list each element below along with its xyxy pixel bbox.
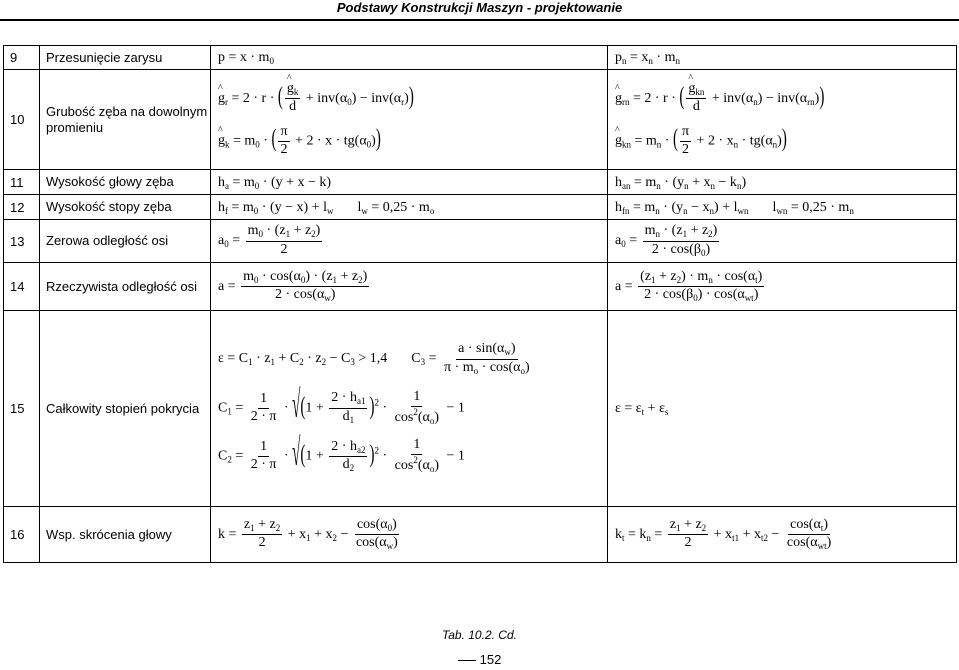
formula-cell (211, 507, 608, 563)
formula-han: $h_{an} = m_n \cdot (y_n + x_n - k_n)$ (615, 174, 747, 191)
formula-cell (211, 195, 608, 220)
row-label: Wysokość stopy zęba (40, 195, 211, 220)
row-number: 15 (4, 311, 40, 507)
formula-p: $p = x \cdot m_0$ (218, 50, 274, 67)
formula-epsilon-n: $\varepsilon = \varepsilon_t + \varepsilon_s$ (615, 401, 669, 418)
table-row (4, 46, 957, 70)
row-label: Rzeczywista odległość osi (40, 263, 211, 311)
table-row (4, 311, 957, 507)
formula-cell (608, 311, 957, 507)
running-header: Podstawy Konstrukcji Maszyn - projektowanie (336, 0, 623, 15)
formula-cell (608, 70, 957, 170)
formula-c1: $C_1$ = $\frac{1}{2 \cdot \pi}$ · √(1 + $\frac{2 \cdot h_{a1}}{d_1}$ )$^2$ · $\frac{1}{\cos^2(\alpha_o)}$ − 1 (218, 385, 465, 427)
formula-cell (608, 170, 957, 195)
formula-cell (608, 220, 957, 263)
row-label: Przesunięcie zarysu (40, 46, 211, 70)
row-label: Wsp. skrócenia głowy (40, 507, 211, 563)
formula-a0: $a_0$ = $\frac{m_0 \cdot (z_1 + z_2)}{2}$ (218, 223, 321, 257)
formula-ha: $h_a = m_0 \cdot (y + x - k)$ (218, 174, 332, 191)
row-number: 14 (4, 263, 40, 311)
row-label: Wysokość głowy zęba (40, 170, 211, 195)
formula-an: a = $\frac{(z_1 + z_2) \cdot m_n \cdot \cos(\alpha_t)}{2 \cdot \cos(\beta_0) \cdot \cos(\alpha_{wt})}$ (615, 268, 763, 303)
formula-epsilon: $\varepsilon = C_1 \cdot z_1 + C_2 \cdot z_2 - C_3 > 1,4$ $C_3$ = $\frac{a \cdot \sin(\alpha_w)}{\pi \cdot m_o \cdot \cos(\alpha_o)}$ (218, 341, 530, 376)
row-number: 11 (4, 170, 40, 195)
formula-cell (211, 170, 608, 195)
formula-gr: ^ $g_r = 2 \cdot r$ · ( ^ $\frac{g_k}{d}$ + $inv(\alpha_0) - inv(\alpha_r)$) (218, 82, 607, 115)
table-row (4, 507, 957, 563)
table-row (4, 70, 957, 170)
row-number: 9 (4, 46, 40, 70)
formula-a: a = $\frac{m_0 \cdot \cos(\alpha_0) \cdot (z_1 + z_2)}{2 \cdot \cos(\alpha_w)}$ (218, 268, 368, 303)
formula-pn: $p_n = x_n \cdot m_n$ (615, 50, 680, 67)
table-row (4, 195, 957, 220)
formula-a0n: $a_0$ = $\frac{m_n \cdot (z_1 + z_2)}{2 \cdot \cos(\beta_0)}$ (615, 223, 718, 258)
row-number: 10 (4, 70, 40, 170)
page-number: 152 (0, 652, 959, 667)
row-label: Grubość zęba na dowolnym promieniu (40, 70, 211, 170)
table-caption: Tab. 10.2. Cd. (442, 628, 517, 642)
formula-hfn: $h_{fn} = m_n \cdot (y_n - x_n) + l_{wn}$ $l_{wn} = 0,25 \cdot m_n$ (615, 199, 854, 216)
formula-cell (211, 46, 608, 70)
table-row (4, 263, 957, 311)
row-label: Zerowa odległość osi (40, 220, 211, 263)
row-number: 16 (4, 507, 40, 563)
header-rule (0, 19, 959, 21)
row-number: 13 (4, 220, 40, 263)
formula-gk: ^ $g_k = m_0$ · ( $\frac{\pi}{2}$ + $2 \cdot x \cdot tg(\alpha_0)$) (218, 125, 607, 157)
formula-k: k = $\frac{z_1 + z_2}{2}$ + $x_1 + x_2$ − $\frac{\cos(\alpha_0)}{\cos(\alpha_w)}$ (218, 516, 398, 551)
formula-cell (608, 263, 957, 311)
formula-cell (211, 220, 608, 263)
formula-grn: ^ $g_{rn} = 2 \cdot r$ · ( ^ $\frac{g_{kn}}{d}$ + $inv(\alpha_n) - inv(\alpha_{rn})$) (615, 82, 956, 115)
formula-cell (211, 311, 608, 507)
table-row (4, 220, 957, 263)
formula-cell (608, 46, 957, 70)
row-label: Całkowity stopień pokrycia (40, 311, 211, 507)
formula-kt: $k_t = k_n$ = $\frac{z_1 + z_2}{2}$ + $x_{t1} + x_{t2}$ − $\frac{\cos(\alpha_t)}{\cos(\alpha_{wt})}$ (615, 516, 832, 551)
formula-cell (211, 70, 608, 170)
table-row (4, 170, 957, 195)
formula-gkn: ^ $g_{kn} = m_n$ · ( $\frac{\pi}{2}$ + $2 \cdot x_n \cdot tg(\alpha_n)$) (615, 125, 956, 157)
formula-cell (608, 195, 957, 220)
formula-table (3, 45, 957, 563)
row-number: 12 (4, 195, 40, 220)
formula-c2: $C_2$ = $\frac{1}{2 \cdot \pi}$ · √(1 + $\frac{2 \cdot h_{a2}}{d_2}$ )$^2$ · $\frac{1}{\cos^2(\alpha_o)}$ − 1 (218, 433, 465, 476)
formula-cell (608, 507, 957, 563)
formula-hf: $h_f = m_0 \cdot (y - x) + l_w$ $l_w = 0,25 \cdot m_o$ (218, 199, 435, 216)
formula-cell (211, 263, 608, 311)
